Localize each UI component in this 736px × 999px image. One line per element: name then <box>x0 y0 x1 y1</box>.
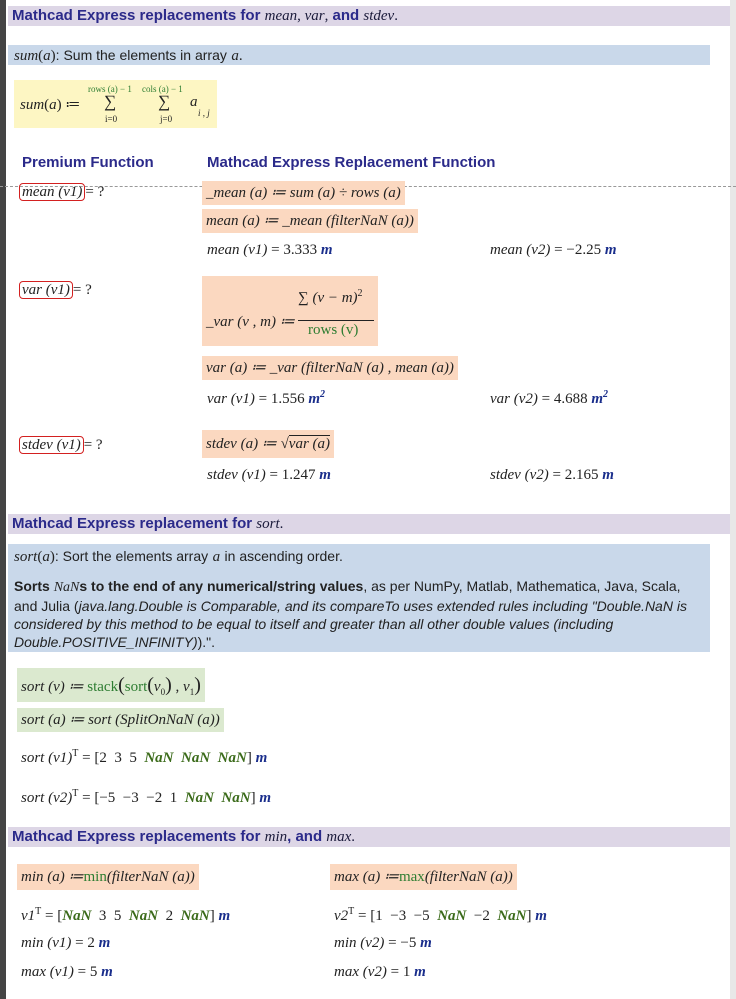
sum-fn-name: sum <box>14 48 39 64</box>
result-lhs: var (v2) <box>490 391 538 407</box>
var-numerator: ∑ (v − m) <box>298 290 358 306</box>
min-definition[interactable] <box>17 864 199 890</box>
undefined-result: = ? <box>85 184 105 200</box>
vec-el-nan: NaN <box>217 750 247 766</box>
vec-el: 1 <box>169 790 178 806</box>
vec-el: 1 <box>375 908 383 924</box>
header-fn-max: max <box>326 829 352 845</box>
header-fn-mean: mean <box>264 8 298 24</box>
unit-exponent: 2 <box>320 389 326 400</box>
result-value: 2 <box>87 935 95 951</box>
replacement-function-label: Mathcad Express Replacement Function <box>207 154 496 171</box>
premium-mean-expr: mean (v1) <box>22 184 83 200</box>
sort-description: : Sort the elements array <box>54 548 209 564</box>
premium-var-expr: var (v1) <box>22 282 70 298</box>
result-lhs: mean (v2) <box>490 242 551 258</box>
sort-desc-end: in ascending order. <box>224 548 343 564</box>
vec-el-nan: NaN <box>437 908 467 924</box>
min-keyword: min <box>83 869 107 885</box>
sum-description-region: sum(a): Sum the elements in array a. <box>8 45 710 65</box>
result-value: 5 <box>89 964 98 980</box>
result-value: 3.333 <box>283 242 318 258</box>
result-lhs: min (v1) <box>21 935 72 951</box>
unit: m <box>602 467 614 483</box>
unit: m <box>420 935 432 951</box>
sort-paragraph <box>8 569 710 651</box>
vec-el: −3 <box>390 908 407 924</box>
var-num-exp: 2 <box>357 288 363 299</box>
sort-desc-arg: a <box>212 549 221 565</box>
header-text: Mathcad Express replacements for <box>12 828 261 845</box>
sqrt-icon: √ <box>280 436 289 452</box>
sort-def2-expr: sort (a) ≔ sort (SplitOnNaN (a)) <box>21 712 220 728</box>
var-helper-definition[interactable] <box>202 276 378 346</box>
premium-function-label: Premium Function <box>22 154 154 171</box>
result-value: −5 <box>400 935 417 951</box>
transpose-mark: T <box>35 906 42 917</box>
vec-el: 5 <box>129 750 137 766</box>
stdev-v2-result[interactable]: stdev (v2) = 2.165 m <box>490 467 614 483</box>
header-fn-stdev: stdev <box>363 8 395 24</box>
vector-lhs: v2 <box>334 908 349 924</box>
vec-el: 2 <box>99 750 107 766</box>
max-filter-call: (filterNaN (a)) <box>424 869 513 885</box>
result-value: 1.556 <box>270 391 305 407</box>
sort-v1-result[interactable]: sort $(v1)^T = [2$ 3 5 NaN NaN NaN] m <box>21 748 268 766</box>
vec-el: 5 <box>113 908 122 924</box>
vec-el: 2 <box>165 908 174 924</box>
result-value: −2.25 <box>566 242 602 258</box>
sort-recursive-definition[interactable]: sort (v) ≔ $stack(sort(v_0)$ , $v_1$) <box>17 668 205 702</box>
var-v1-result[interactable]: var (v1) = 1.556 $m^2$ <box>207 389 326 407</box>
unit: m <box>535 908 547 924</box>
sum-arg: a <box>43 48 51 64</box>
unit: m <box>591 391 604 407</box>
vec-el-nan: NaN <box>184 790 214 806</box>
transpose-mark: T <box>348 906 355 917</box>
transpose-mark: T <box>72 748 79 759</box>
vec-el: 3 <box>98 908 107 924</box>
sum-subscript: i , j <box>198 108 210 118</box>
stack-keyword: stack <box>87 679 119 695</box>
max-definition[interactable] <box>330 864 517 890</box>
header-text: Mathcad Express replacements for <box>12 7 261 24</box>
max-keyword: max <box>398 869 425 885</box>
unit: m <box>319 467 331 483</box>
premium-stdev-expr: stdev (v1) <box>22 437 81 453</box>
unit: m <box>604 242 617 258</box>
sigma-icon: ∑ <box>158 92 171 111</box>
sort-def1-lhs: sort (v) ≔ <box>21 679 84 695</box>
para-bold-1: Sorts <box>14 578 50 594</box>
vector-lhs: v1 <box>21 908 36 924</box>
result-value: 1 <box>402 964 411 980</box>
sum-lower-j: j=0 <box>160 114 173 124</box>
sum-rows-upper: rows (a) − 1 <box>88 84 132 94</box>
header-fn-min: min <box>264 829 288 845</box>
var-def-expr: var (a) ≔ _var (filterNaN (a) , mean (a)) <box>206 360 454 376</box>
mean-v1-result[interactable]: mean (v1) = 3.333 m <box>207 242 333 258</box>
max-v1-result[interactable]: max (v1) = 5 m <box>21 964 113 980</box>
vec-el: −2 <box>146 790 163 806</box>
var-definition[interactable] <box>202 356 458 380</box>
sort-v2-result[interactable]: sort $(v2)^T = [-5 -3 -2$ 1 NaN NaN] m <box>21 788 271 806</box>
section-header-min-max: Mathcad Express replacements for min, and max. <box>8 827 730 847</box>
vec-el-nan: NaN <box>62 908 92 924</box>
para-bold-2: s to the end of any numerical/string values <box>79 578 364 594</box>
var-denominator: rows (v) <box>308 322 359 338</box>
stdev-def-lhs: stdev (a) ≔ <box>206 436 277 452</box>
section-header-mean-var-stdev: Mathcad Express replacements for mean, var, and stdev. <box>8 6 730 26</box>
premium-stdev-call[interactable] <box>19 437 103 454</box>
sum-def-name: sum <box>20 97 45 113</box>
sum-definition-region[interactable]: sum(a) ≔ rows (a) − 1 ∑ i=0 cols (a) − 1 ∑ j=0 a i , j <box>14 80 217 128</box>
vec-el: −5 <box>99 790 116 806</box>
result-value: 1.247 <box>281 467 316 483</box>
min-filter-call: (filterNaN (a)) <box>106 869 195 885</box>
header-fn-sort: sort <box>256 516 280 532</box>
sum-def-arg: a <box>49 97 57 113</box>
max-v2-result[interactable]: max (v2) = 1 m <box>334 964 426 980</box>
unit: m <box>259 790 271 806</box>
sort-fn-name: sort <box>14 549 38 565</box>
mean-def-expr: mean (a) ≔ _mean (filterNaN (a)) <box>206 213 414 229</box>
undefined-result: = ? <box>83 437 103 453</box>
var-helper-lhs: _var (v , m) ≔ <box>206 314 295 330</box>
vec-el: 3 <box>114 750 122 766</box>
result-lhs: stdev (v1) <box>207 467 266 483</box>
sort-arg: a <box>42 549 50 565</box>
result-lhs: max (v2) <box>334 964 387 980</box>
section-header-sort: Mathcad Express replacement for sort. <box>8 514 730 534</box>
para-text-2: ).". <box>197 634 216 650</box>
mean-v2-result[interactable]: mean (v2) = −2.25 m <box>490 242 617 258</box>
header-and: and <box>332 7 360 24</box>
sigma-icon: ∑ <box>104 92 117 111</box>
result-lhs: sort (v2) <box>21 790 73 806</box>
sum-term: a <box>190 94 198 110</box>
vertical-scrollbar[interactable] <box>730 0 736 999</box>
var-v2-result[interactable]: var (v2) = 4.688 $m^2$ <box>490 389 609 407</box>
v2-vector[interactable]: $v2^T = [1 -3 -5$ NaN −2 NaN] m <box>334 906 547 924</box>
result-lhs: max (v1) <box>21 964 74 980</box>
min-def-lhs: min (a) ≔ <box>21 869 84 885</box>
min-v2-result[interactable]: min (v2) = −5 m <box>334 935 432 951</box>
para-nan: NaN <box>53 580 80 595</box>
vec-el: −5 <box>413 908 430 924</box>
v1-vector[interactable]: $v1^T = [NaN$ 3 5 NaN 2 NaN] m <box>21 906 231 924</box>
unit: m <box>255 750 268 766</box>
unit-exponent: 2 <box>603 389 609 400</box>
sort-definition[interactable] <box>17 708 224 732</box>
sum-cols-upper: cols (a) − 1 <box>142 84 183 94</box>
vec-el-nan: NaN <box>128 908 159 924</box>
unit: m <box>320 242 333 258</box>
sort-description-region: sort(a): Sort the elements array a in ascending order. Sorts NaNs to the end of any numerical/string values, as per NumPy, Matlab, Mathematica, Java, Scala, and Julia (java.lang.Double is Comparable, and its compareTo uses extended rules including "Double.NaN is considered by this method to be equal to itself and greater than all other double values (including Double.POSITIVE_INFINITY)).". <box>8 544 710 652</box>
sum-lower-i: i=0 <box>105 114 118 124</box>
sum-desc-arg: a <box>231 48 239 64</box>
vec-el-nan: NaN <box>144 750 174 766</box>
mean-definition[interactable] <box>202 209 418 233</box>
vec-el-nan: NaN <box>181 750 211 766</box>
sum-description: : Sum the elements in array <box>55 47 227 63</box>
undefined-result: = ? <box>72 282 92 298</box>
unit: m <box>308 391 321 407</box>
stdev-radicand: var (a) <box>288 436 331 452</box>
fraction-bar <box>298 320 374 321</box>
transpose-mark: T <box>72 788 79 799</box>
vec-el: −2 <box>473 908 490 924</box>
para-italic: java.lang.Double is Comparable, and its compareTo uses extended rules including "Double.NaN is considered by this method to be equal to itself and greater than all other double values (including Double.POSITIVE_INFINITY) <box>14 598 687 650</box>
stdev-v1-result[interactable]: stdev (v1) = 1.247 m <box>207 467 331 483</box>
result-lhs: mean (v1) <box>207 242 268 258</box>
vec-el-nan: NaN <box>180 908 210 924</box>
result-lhs: sort (v1) <box>21 750 73 766</box>
unit: m <box>101 964 113 980</box>
result-lhs: min (v2) <box>334 935 385 951</box>
left-gutter <box>0 0 6 999</box>
unit: m <box>218 908 231 924</box>
result-lhs: var (v1) <box>207 391 255 407</box>
header-and: , and <box>287 828 323 845</box>
mean-helper-definition[interactable] <box>202 181 405 205</box>
para-text-1: , as per NumPy, Matlab, Mathematica, Java, Scala, and Julia ( <box>14 578 681 614</box>
header-text: Mathcad Express replacement for <box>12 515 253 532</box>
result-value: 2.165 <box>564 467 599 483</box>
premium-var-call[interactable] <box>19 282 92 299</box>
header-fn-var: var <box>304 8 325 24</box>
max-def-lhs: max (a) ≔ <box>334 869 399 885</box>
min-v1-result[interactable]: min (v1) = 2 m <box>21 935 111 951</box>
sort-keyword: sort <box>124 679 148 695</box>
unit: m <box>98 935 111 951</box>
premium-mean-call[interactable] <box>19 184 104 201</box>
stdev-definition[interactable] <box>202 430 334 458</box>
result-lhs: stdev (v2) <box>490 467 549 483</box>
mean-helper-expr: _mean (a) ≔ sum (a) ÷ rows (a) <box>206 185 401 201</box>
vec-el-nan: NaN <box>221 790 251 806</box>
unit: m <box>414 964 426 980</box>
result-value: 4.688 <box>553 391 588 407</box>
vec-el-nan: NaN <box>497 908 527 924</box>
vec-el: −3 <box>122 790 139 806</box>
